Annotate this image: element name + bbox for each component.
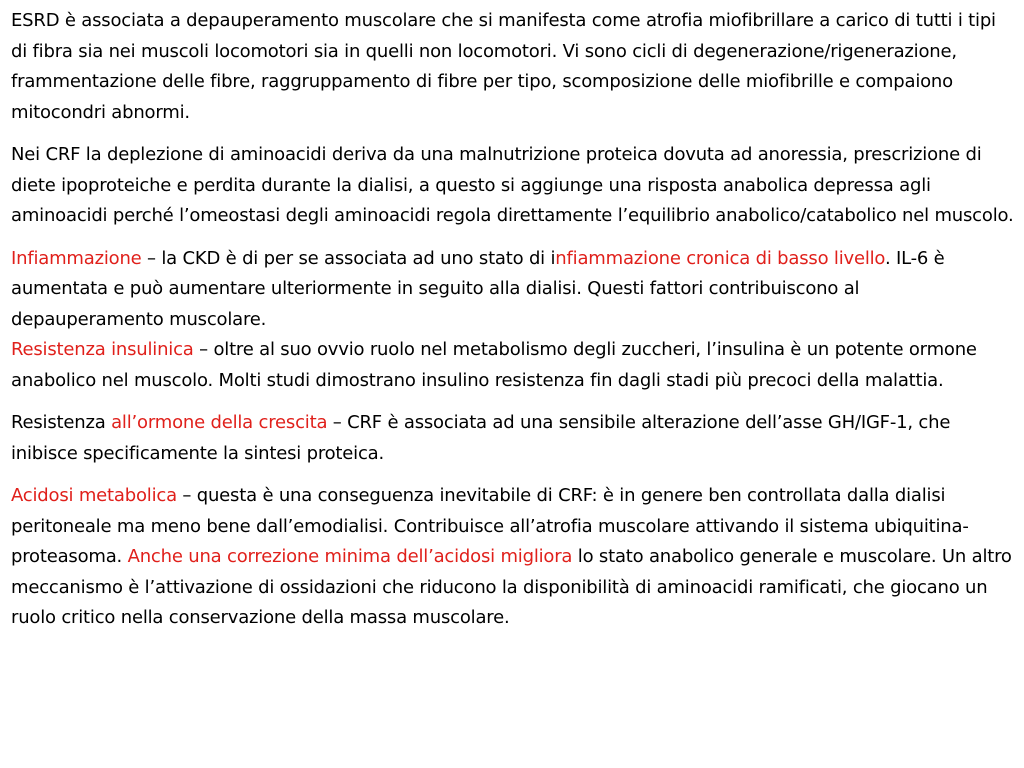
term-acidosi-metabolica: Acidosi metabolica bbox=[11, 485, 177, 506]
paragraph-infiammazione-text-1: – la CKD è di per se associata ad uno stato di i bbox=[141, 247, 556, 269]
highlight-infiammazione-cronica: nfiammazione cronica di basso livello bbox=[555, 247, 885, 269]
paragraph-ormone-crescita-lead: Resistenza bbox=[11, 412, 112, 433]
paragraph-infiammazione bbox=[11, 244, 1016, 336]
slide-text-body bbox=[11, 6, 1016, 634]
highlight-correzione-acidosi: Anche una correzione minima dell’acidosi migliora bbox=[127, 546, 573, 567]
paragraph-crf-aminoacidi: Nei CRF la deplezione di aminoacidi deriva da una malnutrizione proteica dovuta ad anoressia, prescrizione di diete ipoproteiche e perdita durante la dialisi, a questo si aggiunge una risposta anabolica depressa agli aminoacidi perché l’omeostasi degli aminoacidi regola direttamente l’equilibrio anabolico/catabolico nel muscolo. bbox=[11, 144, 1014, 226]
paragraph-esrd: ESRD è associata a depauperamento muscolare che si manifesta come atrofia miofibrillare a carico di tutti i tipi di fibra sia nei muscoli locomotori sia in quelli non locomotori. Vi sono cicli di degenerazione/rigenerazione, frammentazione delle fibre, raggruppamento di fibre per tipo, scomposizione delle miofibrille e compaiono mitocondri abnormi. bbox=[11, 10, 996, 123]
term-resistenza-insulinica: Resistenza insulinica bbox=[11, 339, 194, 360]
paragraph-acidosi-text-1: – questa è una conseguenza inevitabile di CRF: è in genere ben controllata dalla dialisi peritoneale ma meno bene dall’emodialisi. Contribuisce all’atrofia muscolare attivando il sistema ubiquitina-proteasoma. bbox=[11, 485, 969, 567]
term-ormone-crescita: all’ormone della crescita bbox=[111, 412, 328, 433]
paragraph-ormone-crescita-text: – CRF è associata ad una sensibile alterazione dell’asse GH/IGF-1, che inibisce specificamente la sintesi proteica. bbox=[11, 412, 951, 464]
paragraph-resistenza-insulinica-text: – oltre al suo ovvio ruolo nel metabolismo degli zuccheri, l’insulina è un potente ormone anabolico nel muscolo. Molti studi dimostrano insulino resistenza fin dagli stadi più precoci della malattia. bbox=[11, 339, 977, 391]
paragraph-acidosi-metabolica bbox=[11, 481, 1016, 634]
paragraph-acidosi-text-2: lo stato anabolico generale e muscolare. Un altro meccanismo è l’attivazione di ossidazioni che riducono la disponibilità di aminoacidi ramificati, che giocano un ruolo critico nella conservazione della massa muscolare. bbox=[11, 546, 1012, 628]
paragraph-resistenza-insulinica bbox=[11, 335, 1016, 396]
paragraph-infiammazione-text-2: . IL-6 è aumentata e può aumentare ulteriormente in seguito alla dialisi. Questi fattori contribuiscono al depauperamento muscolare. bbox=[11, 247, 945, 330]
term-infiammazione: Infiammazione bbox=[11, 247, 142, 269]
paragraph-ormone-crescita bbox=[11, 408, 1016, 469]
